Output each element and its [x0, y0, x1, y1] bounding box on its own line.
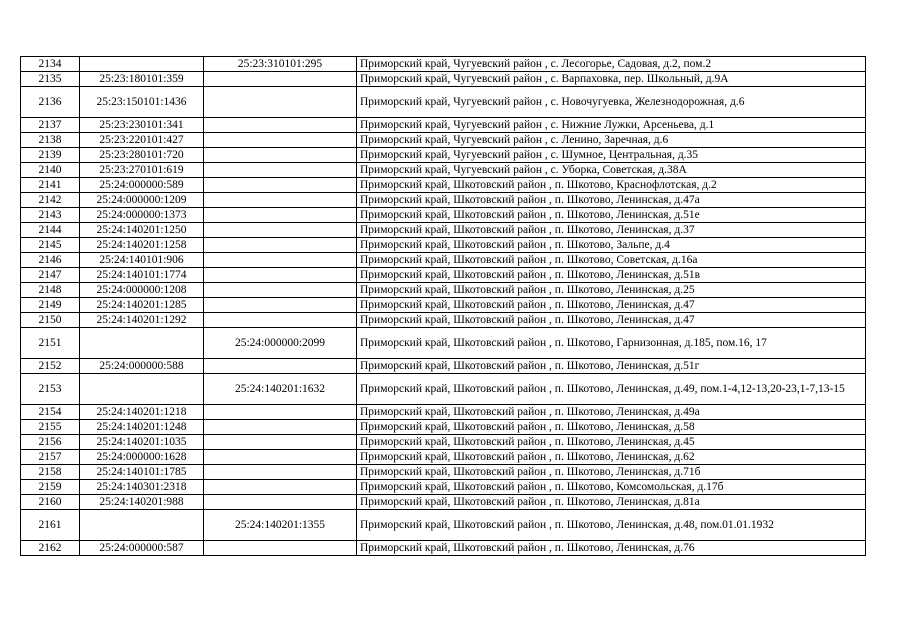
address-cell: Приморский край, Шкотовский район , п. Шкотово, Ленинская, д.47а [357, 193, 866, 208]
row-number-cell: 2158 [21, 465, 80, 480]
cadastral-number-alt-cell: 25:24:140201:1355 [204, 510, 357, 541]
table-row [21, 420, 866, 435]
address-cell: Приморский край, Чугуевский район , с. Ленино, Заречная, д.6 [357, 133, 866, 148]
cadastral-number-cell: 25:24:140201:1292 [80, 313, 204, 328]
row-number-cell: 2135 [21, 72, 80, 87]
address-cell: Приморский край, Чугуевский район , с. Новочугуевка, Железнодорожная, д.6 [357, 87, 866, 118]
cadastral-number-alt-cell [204, 450, 357, 465]
cadastral-number-alt-cell [204, 541, 357, 556]
address-cell: Приморский край, Шкотовский район , п. Шкотово, Ленинская, д.51е [357, 208, 866, 223]
address-cell: Приморский край, Шкотовский район , п. Шкотово, Ленинская, д.71б [357, 465, 866, 480]
cadastral-number-alt-cell: 25:24:140201:1632 [204, 374, 357, 405]
address-cell: Приморский край, Шкотовский район , п. Шкотово, Ленинская, д.47 [357, 298, 866, 313]
row-number-cell: 2142 [21, 193, 80, 208]
row-number-cell: 2157 [21, 450, 80, 465]
address-cell: Приморский край, Шкотовский район , п. Шкотово, Зальпе, д.4 [357, 238, 866, 253]
cadastral-number-cell: 25:24:140201:988 [80, 495, 204, 510]
table-row [21, 495, 866, 510]
row-number-cell: 2151 [21, 328, 80, 359]
cadastral-number-cell: 25:24:140201:1035 [80, 435, 204, 450]
cadastral-number-alt-cell [204, 405, 357, 420]
cadastral-number-alt-cell [204, 283, 357, 298]
cadastral-number-alt-cell [204, 268, 357, 283]
row-number-cell: 2150 [21, 313, 80, 328]
table-row [21, 208, 866, 223]
address-cell: Приморский край, Шкотовский район , п. Шкотово, Ленинская, д.58 [357, 420, 866, 435]
table-row [21, 405, 866, 420]
row-number-cell: 2146 [21, 253, 80, 268]
table-row [21, 359, 866, 374]
table-row [21, 313, 866, 328]
row-number-cell: 2138 [21, 133, 80, 148]
table-row [21, 541, 866, 556]
table-row [21, 510, 866, 541]
cadastral-number-cell: 25:23:180101:359 [80, 72, 204, 87]
row-number-cell: 2144 [21, 223, 80, 238]
row-number-cell: 2143 [21, 208, 80, 223]
table-row [21, 87, 866, 118]
cadastral-number-alt-cell: 25:23:310101:295 [204, 57, 357, 72]
address-cell: Приморский край, Шкотовский район , п. Шкотово, Ленинская, д.25 [357, 283, 866, 298]
cadastral-number-cell: 25:24:140301:2318 [80, 480, 204, 495]
address-cell: Приморский край, Шкотовский район , п. Шкотово, Ленинская, д.45 [357, 435, 866, 450]
address-cell: Приморский край, Шкотовский район , п. Шкотово, Краснофлотская, д.2 [357, 178, 866, 193]
table-row [21, 72, 866, 87]
table-row [21, 435, 866, 450]
cadastral-number-alt-cell [204, 313, 357, 328]
address-cell: Приморский край, Шкотовский район , п. Шкотово, Ленинская, д.47 [357, 313, 866, 328]
cadastral-number-alt-cell [204, 118, 357, 133]
cadastral-number-alt-cell [204, 163, 357, 178]
cadastral-number-alt-cell [204, 495, 357, 510]
cadastral-number-alt-cell [204, 178, 357, 193]
table-row [21, 163, 866, 178]
row-number-cell: 2159 [21, 480, 80, 495]
address-cell: Приморский край, Чугуевский район , с. Нижние Лужки, Арсеньева, д.1 [357, 118, 866, 133]
address-cell: Приморский край, Шкотовский район , п. Шкотово, Ленинская, д.37 [357, 223, 866, 238]
table-row [21, 480, 866, 495]
cadastral-number-alt-cell [204, 208, 357, 223]
cadastral-number-alt-cell [204, 193, 357, 208]
table-row [21, 283, 866, 298]
cadastral-number-cell: 25:24:000000:587 [80, 541, 204, 556]
cadastral-number-cell: 25:24:000000:1628 [80, 450, 204, 465]
row-number-cell: 2147 [21, 268, 80, 283]
cadastral-number-cell: 25:23:230101:341 [80, 118, 204, 133]
cadastral-number-alt-cell [204, 359, 357, 374]
table-row [21, 268, 866, 283]
address-cell: Приморский край, Шкотовский район , п. Шкотово, Советская, д.16а [357, 253, 866, 268]
cadastral-number-alt-cell: 25:24:000000:2099 [204, 328, 357, 359]
table-row [21, 223, 866, 238]
cadastral-number-cell: 25:24:140201:1218 [80, 405, 204, 420]
cadastral-number-alt-cell [204, 87, 357, 118]
cadastral-number-cell: 25:24:140101:1774 [80, 268, 204, 283]
table-body [21, 57, 866, 556]
cadastral-number-alt-cell [204, 465, 357, 480]
row-number-cell: 2140 [21, 163, 80, 178]
cadastral-number-alt-cell [204, 223, 357, 238]
cadastral-number-cell: 25:24:000000:1208 [80, 283, 204, 298]
row-number-cell: 2160 [21, 495, 80, 510]
cadastral-number-cell [80, 510, 204, 541]
row-number-cell: 2161 [21, 510, 80, 541]
cadastral-number-alt-cell [204, 420, 357, 435]
table-row [21, 193, 866, 208]
row-number-cell: 2162 [21, 541, 80, 556]
address-cell: Приморский край, Шкотовский район , п. Шкотово, Комсомольская, д.17б [357, 480, 866, 495]
address-cell: Приморский край, Шкотовский район , п. Шкотово, Гарнизонная, д.185, пом.16, 17 [357, 328, 866, 359]
address-cell: Приморский край, Шкотовский район , п. Шкотово, Ленинская, д.48, пом.01.01.1932 [357, 510, 866, 541]
cadastral-number-cell: 25:23:150101:1436 [80, 87, 204, 118]
row-number-cell: 2145 [21, 238, 80, 253]
cadastral-number-cell: 25:23:220101:427 [80, 133, 204, 148]
address-cell: Приморский край, Чугуевский район , с. Лесогорье, Садовая, д.2, пом.2 [357, 57, 866, 72]
table-row [21, 133, 866, 148]
cadastral-number-cell: 25:24:000000:1373 [80, 208, 204, 223]
row-number-cell: 2141 [21, 178, 80, 193]
cadastral-number-cell: 25:24:140201:1248 [80, 420, 204, 435]
table-row [21, 298, 866, 313]
cadastral-number-alt-cell [204, 72, 357, 87]
cadastral-number-cell [80, 57, 204, 72]
cadastral-number-cell: 25:24:140101:1785 [80, 465, 204, 480]
address-cell: Приморский край, Шкотовский район , п. Шкотово, Ленинская, д.51в [357, 268, 866, 283]
address-cell: Приморский край, Чугуевский район , с. Варпаховка, пер. Школьный, д.9А [357, 72, 866, 87]
address-cell: Приморский край, Шкотовский район , п. Шкотово, Ленинская, д.49а [357, 405, 866, 420]
cadastral-number-cell: 25:24:140201:1250 [80, 223, 204, 238]
cadastral-number-cell: 25:24:140201:1258 [80, 238, 204, 253]
address-cell: Приморский край, Шкотовский район , п. Шкотово, Ленинская, д.51г [357, 359, 866, 374]
table-row [21, 465, 866, 480]
cadastral-number-cell: 25:24:000000:588 [80, 359, 204, 374]
table-row [21, 238, 866, 253]
address-cell: Приморский край, Чугуевский район , с. Уборка, Советская, д.38А [357, 163, 866, 178]
address-cell: Приморский край, Шкотовский район , п. Шкотово, Ленинская, д.62 [357, 450, 866, 465]
row-number-cell: 2139 [21, 148, 80, 163]
cadastral-number-alt-cell [204, 238, 357, 253]
cadastral-number-alt-cell [204, 133, 357, 148]
cadastral-number-alt-cell [204, 253, 357, 268]
property-table [20, 56, 866, 556]
cadastral-number-cell: 25:24:000000:1209 [80, 193, 204, 208]
row-number-cell: 2155 [21, 420, 80, 435]
cadastral-number-alt-cell [204, 435, 357, 450]
table-row [21, 57, 866, 72]
row-number-cell: 2137 [21, 118, 80, 133]
table-row [21, 118, 866, 133]
row-number-cell: 2149 [21, 298, 80, 313]
table-row [21, 253, 866, 268]
cadastral-number-alt-cell [204, 480, 357, 495]
row-number-cell: 2148 [21, 283, 80, 298]
cadastral-number-cell: 25:23:270101:619 [80, 163, 204, 178]
address-cell: Приморский край, Шкотовский район , п. Шкотово, Ленинская, д.76 [357, 541, 866, 556]
address-cell: Приморский край, Шкотовский район , п. Шкотово, Ленинская, д.81а [357, 495, 866, 510]
row-number-cell: 2156 [21, 435, 80, 450]
table-row [21, 374, 866, 405]
cadastral-number-cell [80, 328, 204, 359]
cadastral-number-cell: 25:24:140201:1285 [80, 298, 204, 313]
cadastral-number-alt-cell [204, 148, 357, 163]
cadastral-number-cell [80, 374, 204, 405]
cadastral-number-cell: 25:24:140101:906 [80, 253, 204, 268]
cadastral-number-cell: 25:23:280101:720 [80, 148, 204, 163]
table-row [21, 148, 866, 163]
cadastral-number-alt-cell [204, 298, 357, 313]
table-row [21, 178, 866, 193]
row-number-cell: 2154 [21, 405, 80, 420]
table-row [21, 328, 866, 359]
row-number-cell: 2153 [21, 374, 80, 405]
address-cell: Приморский край, Шкотовский район , п. Шкотово, Ленинская, д.49, пом.1-4,12-13,20-23,1-7,13-15 [357, 374, 866, 405]
row-number-cell: 2136 [21, 87, 80, 118]
table-row [21, 450, 866, 465]
row-number-cell: 2152 [21, 359, 80, 374]
row-number-cell: 2134 [21, 57, 80, 72]
address-cell: Приморский край, Чугуевский район , с. Шумное, Центральная, д.35 [357, 148, 866, 163]
cadastral-number-cell: 25:24:000000:589 [80, 178, 204, 193]
